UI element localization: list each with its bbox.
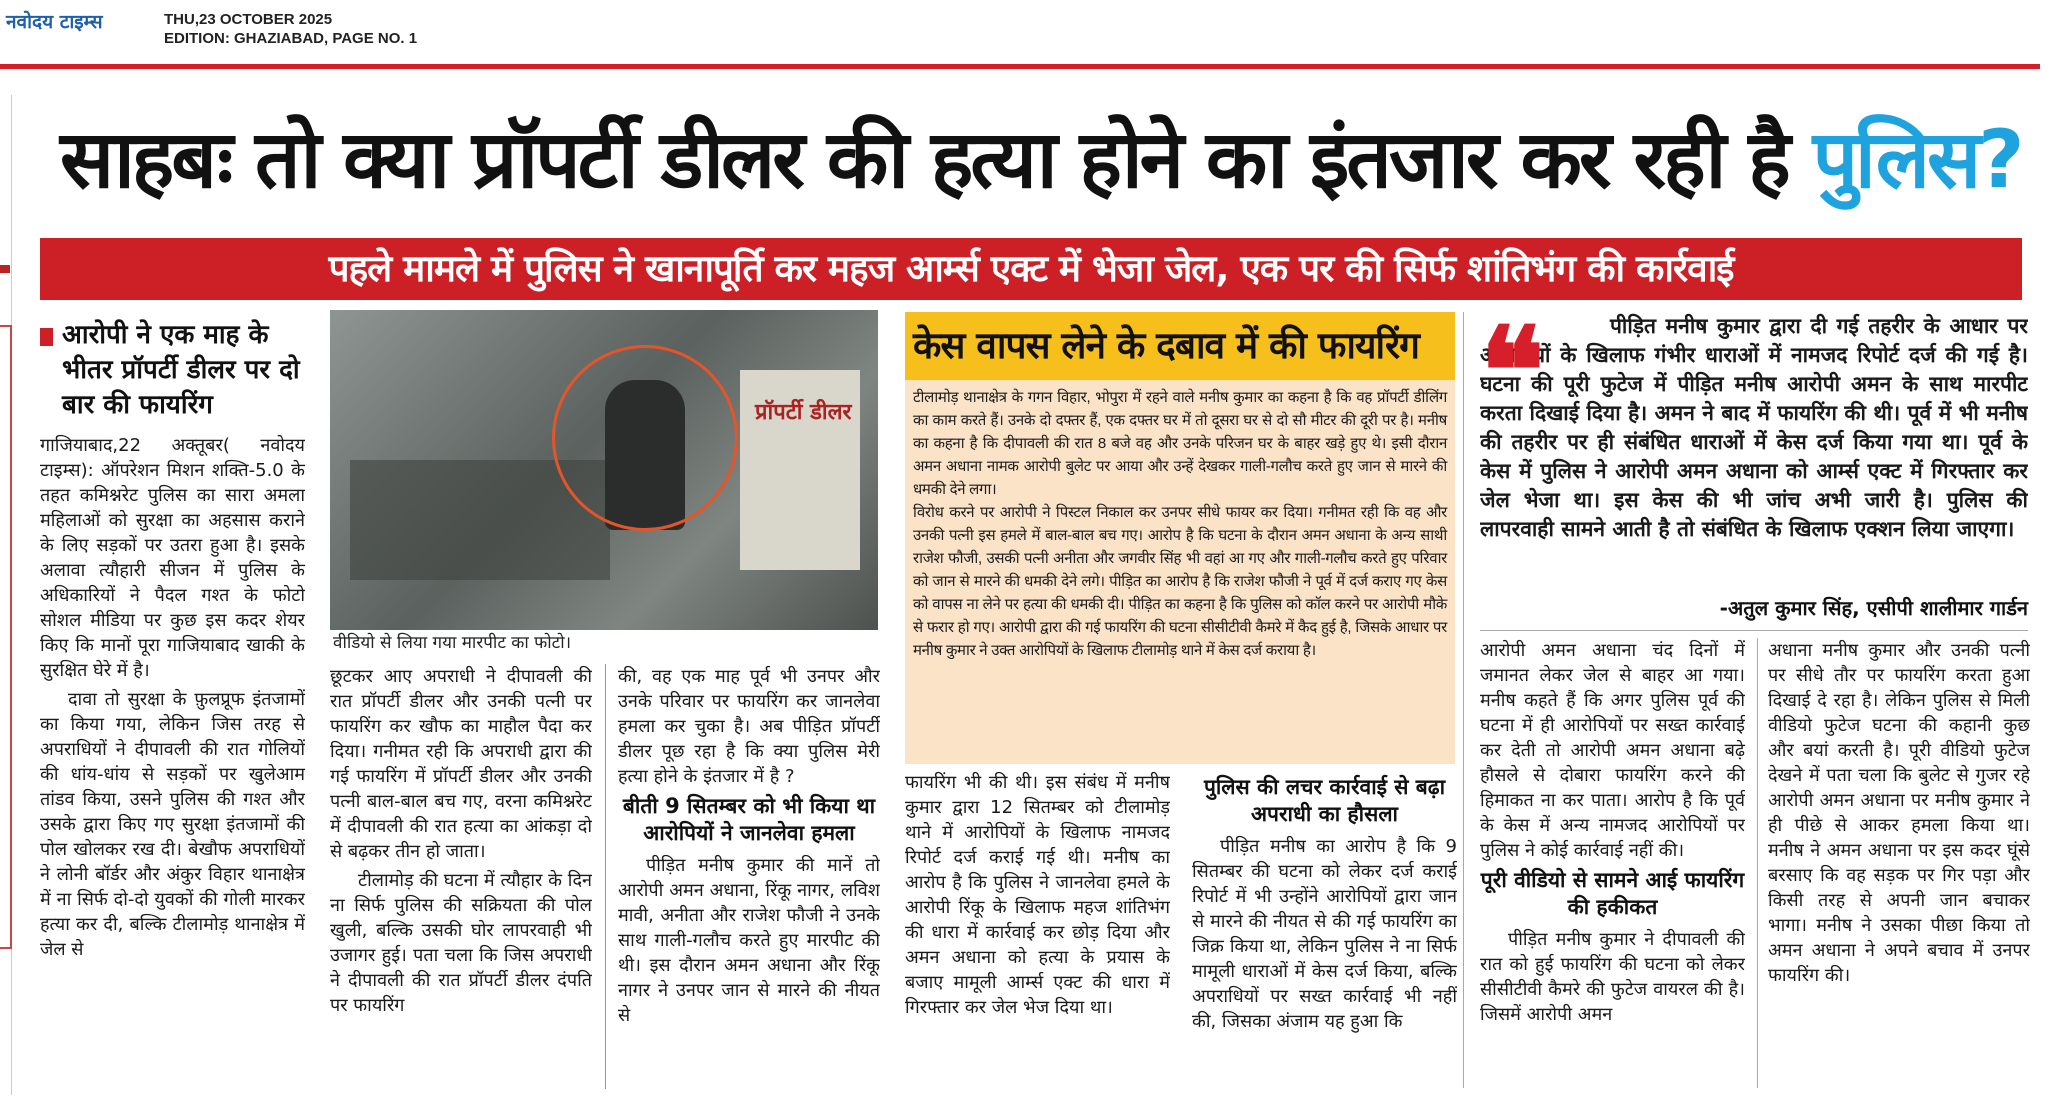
paragraph: आरोपी अमन अधाना चंद दिनों में जमानत लेकर जेल से बाहर आ गया। मनीष कहते हैं कि अगर पुलिस पूर्व की घटना में ही आरोपियों पर सख्त कार्रवाई कर देती तो आरोपी अमन अधाना बढ़े हौसले से दोबारा फायरिंग करने की हिमाकत ना कर पाता। आरोप है कि पूर्व के केस में अन्य नामजद आरोपियों पर पुलिस ने कोई कार्रवाई नहीं की। — [1480, 640, 1745, 861]
paragraph: पीड़ित मनीष कुमार ने दीपावली की रात को हुई फायरिंग की घटना को लेकर सीसीटीवी कैमरे की फुटेज वायरल की है। जिसमें आरोपी अमन — [1480, 929, 1745, 1025]
column-divider — [1463, 312, 1464, 1088]
column-divider — [605, 664, 606, 1089]
headline-highlight: पुलिस? — [1812, 113, 2022, 206]
quote-text: पीड़ित मनीष कुमार द्वारा दी गई तहरीर के आधार पर आरोपियों के खिलाफ गंभीर धाराओं में नामजद रिपोर्ट दर्ज की गई है। घटना की पूरी फुटेज में पीड़ित मनीष आरोपी अमन के साथ मारपीट करता दिखाई दिया है। अमन ने बाद में फायरिंग की थी। पूर्व में भी मनीष की तहरीर पर ही संबंधित धाराओं में केस दर्ज किया गया था। पूर्व के केस में पुलिस ने आरोपी अमन अधाना को आर्म्स एक्ट में गिरफ्तार कर जेल भेजा था। इस केस की भी जांच अभी जारी है। पुलिस की लापरवाही सामने आती है तो संबंधित के खिलाफ एक्शन लिया जाएगा। — [1480, 314, 2028, 541]
paragraph: टीलामोड़ थानाक्षेत्र के गगन विहार, भोपुरा में रहने वाले मनीष कुमार का कहना है कि वह प्रॉपर्टी डीलिंग का काम करते हैं। उनके दो दफ्तर हैं, एक दफ्तर घर में तो दूसरा घर से दो सौ मीटर की दूरी पर है। मनीष का कहना है कि दीपावली की रात 8 बजे वह और उनके परिजन घर के बाहर खड़े हुए थे। इसी दौरान अमन अधाना नामक आरोपी बुलेट पर आया और उन्हें देखकर गाली-गलौच करते हुए जान से मारने की धमकी देने लगा। — [913, 389, 1447, 498]
masthead — [6, 8, 136, 42]
paragraph: पीड़ित मनीष कुमार की मानें तो आरोपी अमन अधाना, रिंकू नागर, लविश मावी, अनीता और राजेश फौजी ने उनके साथ गाली-गलौच करते हुए मारपीट की थी। इस दौरान अमन अधाना और रिंकू नागर ने उनपर जान से मारने की नीयत से — [618, 855, 880, 1026]
article-column-5 — [1192, 770, 1457, 1090]
article-column-3 — [618, 664, 880, 1089]
paragraph: फायरिंग भी की थी। इस संबंध में मनीष कुमार द्वारा 12 सितम्बर को टीलामोड़ थाने में आरोपियों के खिलाफ नामजद रिपोर्ट दर्ज कराई गई थी। मनीष का आरोप है कि पुलिस ने जानलेवा हमले के आरोपी रिंकू के खिलाफ महज शांतिभंग की धारा में कार्रवाई कर छोड़ दिया और अमन अधाना को हत्या के प्रयास के बजाए मामूली आर्म्स एक्ट की धारा में गिरफ्तार कर जेल भेज दिया था। — [905, 772, 1170, 1018]
edition-info: EDITION: GHAZIABAD, PAGE NO. 1 — [164, 30, 418, 47]
edition-meta — [164, 10, 417, 48]
photo-caption: वीडियो से लिया गया मारपीट का फोटो। — [333, 633, 572, 653]
headline-main: साहबः तो क्या प्रॉपर्टी डीलर की हत्या होने का इंतजार कर रही है — [60, 113, 1788, 206]
highlight-circle — [552, 345, 738, 531]
photo-sign-text: प्रॉपर्टी डीलर — [755, 400, 852, 425]
highlight-box — [905, 312, 1455, 764]
paragraph: विरोध करने पर आरोपी ने पिस्टल निकाल कर उनपर सीधे फायर कर दिया। गनीमत रही कि वह और उनकी पत्नी इस हमले में बाल-बाल बच गए। आरोप है कि घटना के दौरान अमन अधाना के अन्य साथी राजेश फौजी, उसकी पत्नी अनीता और जगवीर सिंह भी वहां आ गए और गाली-गलौच करते हुए परिवार को जान से मारने की धमकी देने लगे। पीड़ित का आरोप है कि राजेश फौजी ने पूर्व में दर्ज कराए गए केस को वापस ना लेने पर हत्या की धमकी दी। पीड़ित का कहना है कि पुलिस को कॉल करने पर आरोपी मौके से फरार हो गए। आरोपी द्वारा की गई फायरिंग की घटना सीसीटीवी कैमरे में कैद हुई है, जिसके आधार पर मनीष कुमार ने उक्त आरोपियों के खिलाफ टीलामोड़ थाने में केस दर्ज कराया है। — [913, 504, 1447, 659]
kicker-heading: आरोपी ने एक माह के भीतर प्रॉपर्टी डीलर पर दो बार की फायरिंग — [40, 318, 305, 423]
article-column-6 — [1480, 638, 1745, 1090]
subheadline-bar — [40, 238, 2022, 300]
highlight-box-title: केस वापस लेने के दबाव में की फायरिंग — [905, 312, 1455, 380]
issue-date: THU,23 OCTOBER 2025 — [164, 11, 333, 28]
newspaper-logo: नवोदय टाइम्स — [6, 11, 103, 33]
column-divider — [1757, 638, 1758, 1088]
paragraph: दावा तो सुरक्षा के फ़ुलप्रूफ इंतजामों का किया गया, लेकिन जिस तरह से अपराधियों ने दीपावली की रात गोलियों की धांय-धांय से सड़कों पर खुलेआम तांडव किया, उसने पुलिस की गश्त और उसके द्वारा किए गए सुरक्षा इंतजामों की पोल खोलकर रख दी। बेखौफ अपराधियों ने लोनी बॉर्डर और अंकुर विहार थानाक्षेत्र में ना सिर्फ दो-दो युवकों की गोली मारकर हत्या कर दी, बल्कि टीलामोड़ थानाक्षेत्र में जेल से — [40, 689, 305, 960]
quote-attribution: -अतुल कुमार सिंह, एसीपी शालीमार गार्डन — [1719, 596, 2028, 620]
section-subheading: पुलिस की लचर कार्रवाई से बढ़ा अपराधी का हौसला — [1203, 775, 1446, 826]
quote-mark-icon: ❝ — [1480, 312, 1545, 442]
article-column-7 — [1768, 638, 2030, 1090]
paragraph: गाजियाबाद,22 अक्तूबर( नवोदय टाइम्स): ऑपरेशन मिशन शक्ति-5.0 के तहत कमिश्नरेट पुलिस का सारा अमला महिलाओं को सुरक्षा का अहसास कराने के लिए सड़कों पर उतरा हुआ है। इसके अलावा त्यौहारी सीजन में पुलिस के अधिकारियों ने पैदल गश्त के फोटो सोशल मीडिया पर कुछ इस कदर शेयर किए कि मानों पूरा गाजियाबाद खाकी के सुरक्षित घेरे में है। — [40, 435, 305, 681]
section-subheading: बीती 9 सितम्बर को भी किया था आरोपियों ने जानलेवा हमला — [622, 794, 876, 845]
cctv-photo — [330, 310, 878, 630]
article-column-4 — [905, 770, 1170, 1090]
paragraph: की, वह एक माह पूर्व भी उनपर और उनके परिवार पर फायरिंग कर जानलेवा हमला कर चुका है। अब पीड़ित प्रॉपर्टी डीलर पूछ रहा है कि क्या पुलिस मेरी हत्या होने के इंतजार में है ? — [618, 666, 880, 787]
article-column-1 — [40, 318, 305, 1088]
headline — [60, 100, 2020, 220]
paragraph: टीलामोड़ की घटना में त्यौहार के दिन ना सिर्फ पुलिस की सक्रियता की पोल खुली, बल्कि उसकी घोर लापरवाही भी उजागर हुई। पता चला कि जिस अपराधी ने दीपावली की रात प्रॉपर्टी डीलर दंपति पर फायरिंग — [330, 870, 592, 1016]
paragraph: पीड़ित मनीष का आरोप है कि 9 सितम्बर की घटना को लेकर दर्ज कराई रिपोर्ट में भी उन्होंने आरोपियों द्वारा जान से मारने की नीयत से की गई फायरिंग का जिक्र किया था, लेकिन पुलिस ने ना सिर्फ मामूली धाराओं में केस दर्ज किया, बल्कि अपराधियों पर सख्त कार्रवाई भी नहीं की, जिसका अंजाम यह हुआ कि — [1192, 836, 1457, 1032]
adjacent-column-edge — [0, 95, 12, 1095]
top-red-rule — [0, 64, 2040, 69]
article-column-2 — [330, 664, 592, 1089]
section-subheading: पूरी वीडियो से सामने आई फायरिंग की हकीकत — [1480, 868, 1745, 919]
subheadline-text: पहले मामले में पुलिस ने खानापूर्ति कर महज आर्म्स एक्ट में भेजा जेल, एक पर की सिर्फ शांतिभंग की कार्रवाई — [328, 247, 1734, 290]
paragraph: अधाना मनीष कुमार और उनकी पत्नी पर सीधे तौर पर फायरिंग करता हुआ दिखाई दे रहा है। लेकिन पुलिस से मिली वीडियो फुटेज घटना की कहानी कुछ और बयां करती है। पूरी वीडियो फुटेज देखने में पता चला कि बुलेट से गुजर रहे आरोपी अमन अधाना पर मनीष कुमार ने ही पीछे से आकर हमला किया था। मनीष ने अमन अधाना पर इस कदर घूंसे बरसाए कि वह सड़क पर गिर पड़ा और किसी तरह से अपनी जान बचाकर भागा। मनीष ने उसका पीछा किया तो अमन अधाना ने अपने बचाव में उनपर फायरिंग की। — [1768, 640, 2030, 986]
quote-divider — [1480, 630, 2028, 631]
official-quote — [1480, 312, 2028, 634]
paragraph: छूटकर आए अपराधी ने दीपावली की रात प्रॉपर्टी डीलर और उनकी पत्नी पर फायरिंग कर खौफ का माहौल पैदा कर दिया। गनीमत रही कि अपराधी द्वारा की गई फायरिंग में प्रॉपर्टी डीलर और उनकी पत्नी बाल-बाल बच गए, वरना कमिश्नरेट में दीपावली की रात हत्या का आंकड़ा दो से बढ़कर तीन हो जाता। — [330, 666, 592, 862]
